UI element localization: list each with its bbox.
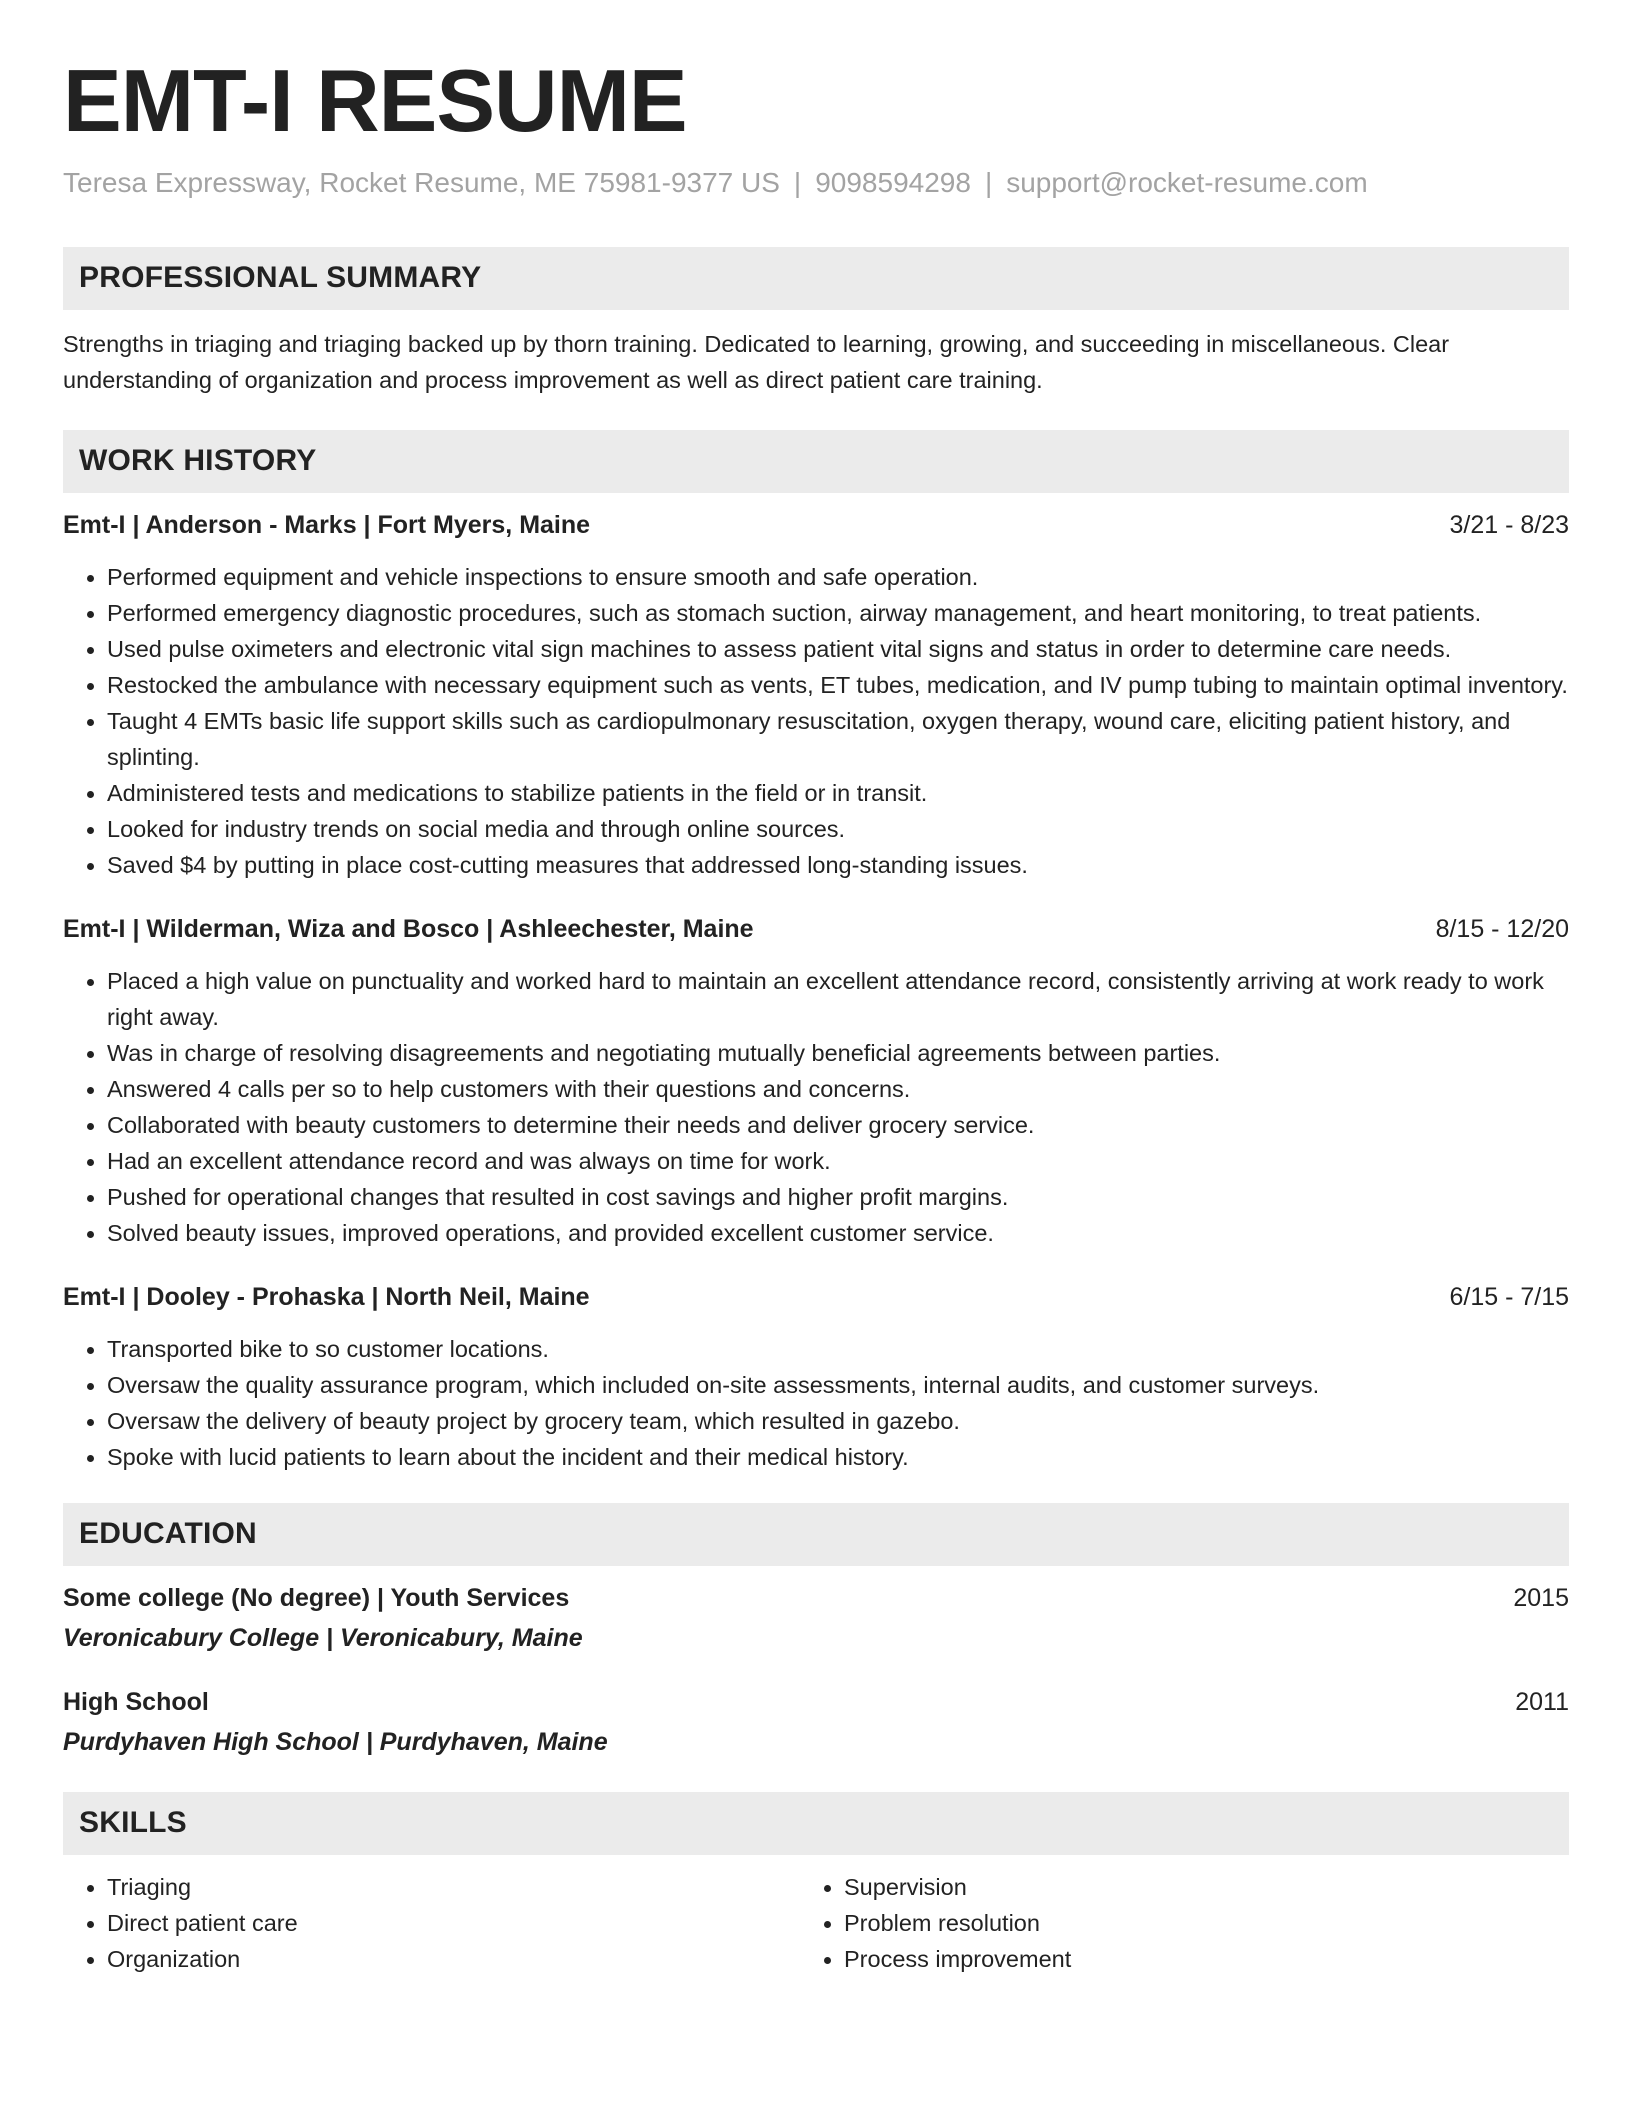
- job-bullet: • Answered 4 calls per so to help customers with their questions and concerns.: [107, 1071, 1569, 1107]
- job-bullets: [63, 559, 1569, 883]
- skill-item: • Organization: [107, 1941, 800, 1977]
- education-year: 2011: [1515, 1687, 1569, 1716]
- job-dates: 3/21 - 8/23: [1449, 510, 1569, 539]
- section-heading-work-history: WORK HISTORY: [63, 430, 1569, 493]
- job-bullet: • Solved beauty issues, improved operations, and provided excellent customer service.: [107, 1215, 1569, 1251]
- education-school: Purdyhaven High School | Purdyhaven, Maine: [63, 1727, 608, 1756]
- job-bullet: • Pushed for operational changes that resulted in cost savings and higher profit margins.: [107, 1179, 1569, 1215]
- section-heading-education: EDUCATION: [63, 1503, 1569, 1566]
- job-bullet: • Spoke with lucid patients to learn about the incident and their medical history.: [107, 1439, 1569, 1475]
- job-bullet: • Had an excellent attendance record and was always on time for work.: [107, 1143, 1569, 1179]
- contact-address: Teresa Expressway, Rocket Resume, ME 75981-9377 US: [63, 166, 780, 198]
- job-bullets: [63, 963, 1569, 1251]
- section-heading-skills: SKILLS: [63, 1792, 1569, 1855]
- education-header: [63, 1580, 1569, 1616]
- job-bullet: • Used pulse oximeters and electronic vital sign machines to assess patient vital signs and status in order to determine care needs.: [107, 631, 1569, 667]
- skill-item: • Process improvement: [844, 1941, 1537, 1977]
- skills-column-left: [63, 1869, 800, 1977]
- job-header: [63, 507, 1569, 543]
- job-bullet: • Performed equipment and vehicle inspections to ensure smooth and safe operation.: [107, 559, 1569, 595]
- job-bullet: • Placed a high value on punctuality and worked hard to maintain an excellent attendance record, consistently arriving at work ready to work right away.: [107, 963, 1569, 1035]
- education-entry: [63, 1580, 1569, 1656]
- work-history-list: [63, 507, 1569, 1475]
- job-bullet: • Oversaw the quality assurance program, which included on-site assessments, internal audits, and customer surveys.: [107, 1367, 1569, 1403]
- job-entry: [63, 1279, 1569, 1475]
- education-entry: [63, 1684, 1569, 1760]
- job-bullet: • Oversaw the delivery of beauty project by grocery team, which resulted in gazebo.: [107, 1403, 1569, 1439]
- job-bullet: • Looked for industry trends on social media and through online sources.: [107, 811, 1569, 847]
- education-year: 2015: [1513, 1583, 1569, 1612]
- job-title: Emt-I | Wilderman, Wiza and Bosco | Ashleechester, Maine: [63, 914, 754, 943]
- job-bullet: • Collaborated with beauty customers to determine their needs and deliver grocery service.: [107, 1107, 1569, 1143]
- summary-text: Strengths in triaging and triaging backed up by thorn training. Dedicated to learning, growing, and succeeding in miscellaneous. Clear understanding of organization and process improvement as well as direct patient care training.: [63, 330, 1450, 393]
- job-dates: 8/15 - 12/20: [1435, 914, 1569, 943]
- education-school: Veronicabury College | Veronicabury, Maine: [63, 1623, 583, 1652]
- education-header: [63, 1684, 1569, 1720]
- contact-line: [63, 165, 1569, 201]
- contact-separator: |: [984, 166, 993, 198]
- job-entry: [63, 507, 1569, 883]
- education-list: [63, 1580, 1569, 1760]
- skill-item: • Direct patient care: [107, 1905, 800, 1941]
- education-degree: High School: [63, 1687, 209, 1716]
- job-bullet: • Restocked the ambulance with necessary equipment such as vents, ET tubes, medication, and IV pump tubing to maintain optimal inventory.: [107, 667, 1569, 703]
- contact-email: support@rocket-resume.com: [1006, 166, 1368, 198]
- skill-item: • Problem resolution: [844, 1905, 1537, 1941]
- contact-separator: |: [793, 166, 802, 198]
- resume-title: EMT-I RESUME: [63, 51, 687, 150]
- job-bullet: • Saved $4 by putting in place cost-cutting measures that addressed long-standing issues.: [107, 847, 1569, 883]
- job-bullet: • Was in charge of resolving disagreements and negotiating mutually beneficial agreements between parties.: [107, 1035, 1569, 1071]
- education-degree: Some college (No degree) | Youth Services: [63, 1583, 570, 1612]
- job-bullet: • Transported bike to so customer locations.: [107, 1331, 1569, 1367]
- job-entry: [63, 911, 1569, 1251]
- job-header: [63, 911, 1569, 947]
- job-title: Emt-I | Anderson - Marks | Fort Myers, Maine: [63, 510, 591, 539]
- job-dates: 6/15 - 7/15: [1449, 1282, 1569, 1311]
- skill-item: • Supervision: [844, 1869, 1537, 1905]
- job-bullet: • Performed emergency diagnostic procedures, such as stomach suction, airway management, and heart monitoring, to treat patients.: [107, 595, 1569, 631]
- skill-item: • Triaging: [107, 1869, 800, 1905]
- job-bullets: [63, 1331, 1569, 1475]
- section-heading-summary: PROFESSIONAL SUMMARY: [63, 247, 1569, 310]
- skills-list: [63, 1869, 1569, 1977]
- job-bullet: • Taught 4 EMTs basic life support skills such as cardiopulmonary resuscitation, oxygen therapy, wound care, eliciting patient history, and splinting.: [107, 703, 1569, 775]
- skills-column-right: [800, 1869, 1537, 1977]
- job-header: [63, 1279, 1569, 1315]
- contact-phone: 9098594298: [815, 166, 971, 198]
- job-title: Emt-I | Dooley - Prohaska | North Neil, Maine: [63, 1282, 590, 1311]
- job-bullet: • Administered tests and medications to stabilize patients in the field or in transit.: [107, 775, 1569, 811]
